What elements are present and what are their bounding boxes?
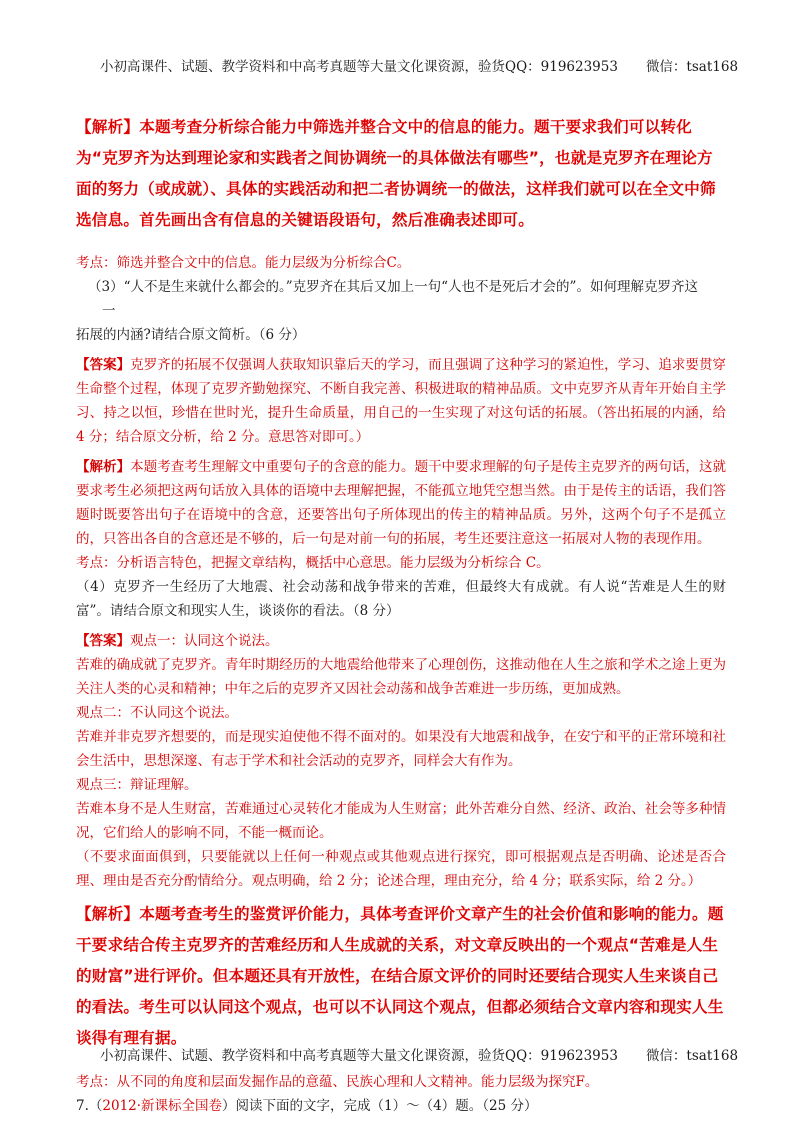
question-prompt: ）阅读下面的文字，完成（1）～（4）题。（25 分）: [222, 1097, 538, 1114]
analysis-text: 本题考查考生的鉴赏评价能力，具体考查评价文章产生的社会价值和影响的能力。题干要求结合传主克罗齐的苦难经历和人生成就的关系，对文章反映出的一个观点“苦难是人生的财富”进行评价。但本题还具有开放性，在结合原文评价的同时还要结合现实人生来谈自己的看法。考生可以认同这个观点，也可以不认同这个观点，但都必须结合文章内容和现实人生谈得有理有据。: [76, 905, 724, 1048]
question-source: 2012·新课标全国卷: [102, 1097, 223, 1114]
answer-4-note: （不要求面面俱到，只要能就以上任何一种观点或其他观点进行探究，即可根据观点是否明确、论述是否合理、理由是否充分酌情给分。观点明确，给 2 分；论述合理，理由充分，给 4 分；联系实际，给 2 分。）: [76, 849, 726, 890]
footer-text: 小初高课件、试题、教学资料和中高考真题等大量文化课资源，验货QQ：919623953: [100, 1048, 618, 1064]
answer-4-view3-text: 苦难本身不是人生财富，苦难通过心灵转化才能成为人生财富；此外苦难分自然、经济、政治、社会等多种情况，它们给人的影响不同，不能一概而论。: [76, 801, 726, 842]
answer-4-view2-text: 苦难并非克罗齐想要的，而是现实迫使他不得不面对的。如果没有大地震和战争，在安宁和平的正常环境和社会生活中，思想深邃、有志于学术和社会活动的克罗齐，同样会大有作为。: [76, 729, 726, 770]
analysis-tag: 【解析】: [76, 117, 140, 136]
header-text: 小初高课件、试题、教学资料和中高考真题等大量文化课资源，验货QQ：919623953: [100, 59, 618, 75]
question-3-line3: 拓展的内涵?请结合原文简析。（6 分）: [76, 327, 306, 344]
document-body: [76, 96, 726, 1118]
analysis-block-1: [76, 112, 726, 236]
question-7: [76, 1094, 726, 1118]
answer-4-view3-title: 观点三：辩证理解。: [76, 777, 198, 794]
question-4: （4）克罗齐一生经历了大地震、社会动荡和战争带来的苦难，但最终大有成就。有人说“苦难是人生的财富”。请结合原文和现实人生，谈谈你的看法。（8 分）: [76, 579, 726, 620]
answer-tag: 【答案】: [76, 633, 130, 650]
answer-text: 克罗齐的拓展不仅强调人获取知识靠后天的学习，而且强调了这种学习的紧迫性，学习、追求要贯穿生命整个过程，体现了克罗齐勤勉探究、不断自我完善、积极进取的精神品质。文中克罗齐从青年开始自主学习、持之以恒，珍惜在世时光，提升生命质量，用自己的一生实现了对这句话的拓展。（答出拓展的内涵，给 4 分；结合原文分析，给 2 分。意思答对即可。）: [76, 357, 727, 446]
kaodian-1: 考点：筛选并整合文中的信息。能力层级为分析综合C。: [76, 255, 411, 272]
analysis-3: [76, 455, 726, 551]
analysis-tag: 【解析】: [76, 459, 131, 476]
view-title: 观点一：认同这个说法。: [130, 633, 279, 650]
question-number: 7.（: [76, 1097, 103, 1114]
answer-4-view1-text: 苦难的确成就了克罗齐。青年时期经历的大地震给他带来了心理创伤，这推动他在人生之旅和学术之途上更为关注人类的心灵和精神；中年之后的克罗齐又因社会动荡和战争苦难进一步历练，更加成熟。: [76, 657, 726, 698]
page-footer: [100, 1047, 780, 1065]
page-header: [100, 58, 780, 76]
answer-3: [76, 353, 726, 449]
header-wechat: 微信：tsat168: [645, 59, 739, 75]
kaodian-3: 考点：分析语言特色，把握文章结构，概括中心意思。能力层级为分析综合 C。: [76, 555, 550, 572]
analysis-tag: 【解析】: [76, 905, 140, 924]
analysis-text: 本题考查分析综合能力中筛选并整合文中的信息的能力。题干要求我们可以转化为“克罗齐为达到理论家和实践者之间协调统一的具体做法有哪些”，也就是克罗齐在理论方面的努力（或成就）、具体的实践活动和把二者协调统一的做法，这样我们就可以在全文中筛选信息。首先画出含有信息的关键语段语句，然后准确表述即可。: [76, 117, 716, 229]
footer-wechat: 微信：tsat168: [645, 1048, 739, 1064]
question-3-line2: 一: [102, 303, 116, 320]
question-3-line1: （3）“人不是生来就什么都会的。”克罗齐在其后又加上一句“人也不是死后才会的”。如何理解克罗齐这: [88, 279, 698, 296]
analysis-block-4: [76, 899, 726, 1054]
answer-tag: 【答案】: [76, 357, 131, 374]
answer-4-view1-title: [76, 629, 726, 653]
answer-4-view2-title: 观点二：不认同这个说法。: [76, 705, 238, 722]
analysis-text: 本题考查考生理解文中重要句子的含意的能力。题干中要求理解的句子是传主克罗齐的两句话，这就要求考生必须把这两句话放入具体的语境中去理解把握，不能孤立地凭空想当然。由于是传主的话语，我们答题时既要答出句子在语境中的含意，还要答出句子所体现出的传主的精神品质。另外，这两个句子不是孤立的，只答出各自的含意还是不够的，后一句是对前一句的拓展，考生还要注意这一拓展对人物的表现作用。: [76, 459, 727, 548]
kaodian-4: 考点：从不同的角度和层面发掘作品的意蕴、民族心理和人文精神。能力层级为探究F。: [76, 1073, 599, 1090]
